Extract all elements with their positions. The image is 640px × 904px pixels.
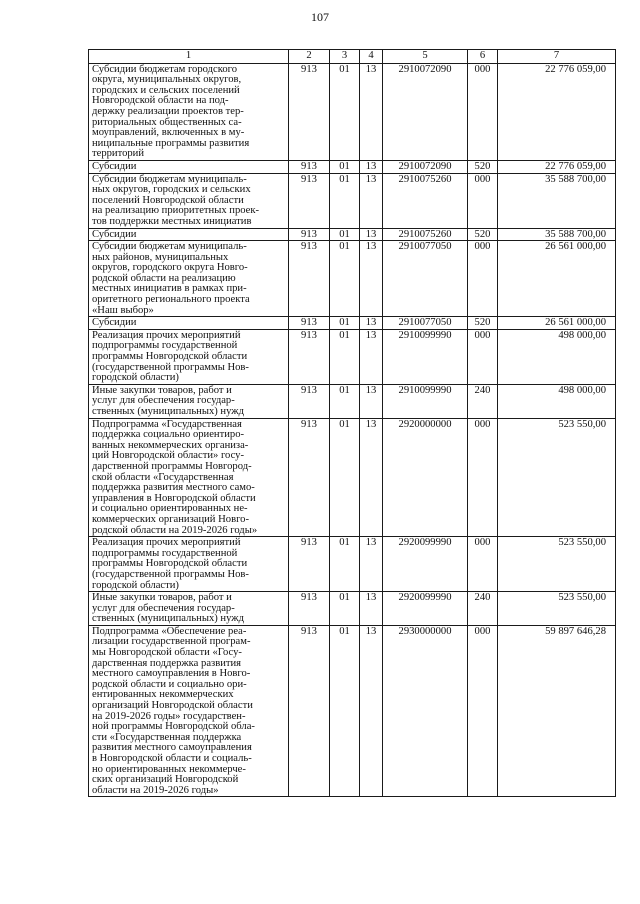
section-code-cell: 01 (330, 173, 360, 228)
section-code-cell: 01 (330, 329, 360, 384)
row-name-text: Реализация прочих мероприятий подпрограммы государственной программы Новгородской области (государственной программы Нов- городской области) (92, 537, 249, 591)
ministry-code-cell: 913 (289, 241, 330, 317)
table-row (89, 241, 616, 317)
table-row (89, 317, 616, 330)
row-name-text: Субсидии бюджетам городского округа, муниципальных округов, городских и сельских поселений Новгородской области на под- держку реализации проектов тер- риториальных общественных са- моуправлений, включенных в му- ниципальные программы развития территорий (92, 63, 250, 160)
section-code-cell: 01 (330, 384, 360, 418)
amount-cell: 35 588 700,00 (498, 228, 616, 241)
budget-table (88, 49, 616, 797)
subsection-code-cell: 13 (360, 63, 383, 160)
ministry-code-cell: 913 (289, 228, 330, 241)
subsection-code-cell: 13 (360, 384, 383, 418)
page-number: 107 (311, 10, 329, 24)
target-article-cell: 2920099990 (383, 592, 468, 626)
column-header: 7 (498, 50, 616, 64)
amount-cell: 523 550,00 (498, 418, 616, 537)
subsection-code-cell: 13 (360, 537, 383, 592)
table-row (89, 592, 616, 626)
subsection-code-cell: 13 (360, 418, 383, 537)
table-row (89, 384, 616, 418)
column-header: 5 (383, 50, 468, 64)
row-name-text: Подпрограмма «Государственная поддержка социально ориентиро- ванных некоммерческих организа- ций Новгородской области» госу- дарственной программы Новгород- ской области «Государственная поддержка развития местного само- управления в Новгородской области и социально ориентированных не- коммерческих организаций Новго- родской области на 2019-2026 годы» (92, 418, 258, 536)
ministry-code-cell: 913 (289, 592, 330, 626)
amount-cell: 59 897 646,28 (498, 625, 616, 797)
amount-cell: 22 776 059,00 (498, 160, 616, 173)
target-article-cell: 2910099990 (383, 384, 468, 418)
ministry-code-cell: 913 (289, 63, 330, 160)
subsection-code-cell: 13 (360, 625, 383, 797)
target-article-cell: 2930000000 (383, 625, 468, 797)
column-header: 3 (330, 50, 360, 64)
section-code-cell: 01 (330, 592, 360, 626)
table-row (89, 173, 616, 228)
target-article-cell: 2910075260 (383, 173, 468, 228)
amount-cell: 26 561 000,00 (498, 241, 616, 317)
expense-type-cell: 000 (468, 63, 498, 160)
row-name-cell (89, 384, 289, 418)
expense-type-cell: 240 (468, 592, 498, 626)
expense-type-cell: 520 (468, 317, 498, 330)
row-name-text: Подпрограмма «Обеспечение реа- лизации государственной програм- мы Новгородской области «Госу- дарственная поддержка развития местного самоуправления в Новго- родской области и социально ори- ентированных некоммерческих организаций Новгородской области на 2019-2026 годы» государствен- ной программы Новгородской обла- сти «Государственная поддержка развития местного самоуправления в Новгородской области и социаль- но ориентированных некоммерче- ских организаций Новгородской области на 2019-2026 годы» (92, 625, 255, 796)
expense-type-cell: 000 (468, 537, 498, 592)
row-name-text: Субсидии (92, 317, 137, 329)
expense-type-cell: 000 (468, 625, 498, 797)
amount-cell: 523 550,00 (498, 592, 616, 626)
ministry-code-cell: 913 (289, 418, 330, 537)
expense-type-cell: 000 (468, 418, 498, 537)
row-name-text: Иные закупки товаров, работ и услуг для обеспечения государ- ственных (муниципальных) нужд (92, 592, 244, 625)
section-code-cell: 01 (330, 241, 360, 317)
table-row (89, 418, 616, 537)
row-name-text: Субсидии (92, 228, 137, 240)
row-name-cell (89, 173, 289, 228)
subsection-code-cell: 13 (360, 241, 383, 317)
ministry-code-cell: 913 (289, 537, 330, 592)
target-article-cell: 2910075260 (383, 228, 468, 241)
table-row (89, 625, 616, 797)
row-name-cell (89, 63, 289, 160)
ministry-code-cell: 913 (289, 173, 330, 228)
row-name-cell (89, 592, 289, 626)
target-article-cell: 2920000000 (383, 418, 468, 537)
ministry-code-cell: 913 (289, 317, 330, 330)
ministry-code-cell: 913 (289, 160, 330, 173)
table-row (89, 228, 616, 241)
expense-type-cell: 520 (468, 228, 498, 241)
expense-type-cell: 520 (468, 160, 498, 173)
table-row (89, 329, 616, 384)
section-code-cell: 01 (330, 625, 360, 797)
target-article-cell: 2910072090 (383, 63, 468, 160)
expense-type-cell: 000 (468, 173, 498, 228)
amount-cell: 498 000,00 (498, 329, 616, 384)
subsection-code-cell: 13 (360, 173, 383, 228)
section-code-cell: 01 (330, 228, 360, 241)
section-code-cell: 01 (330, 418, 360, 537)
table-row (89, 537, 616, 592)
row-name-cell (89, 241, 289, 317)
row-name-cell (89, 228, 289, 241)
target-article-cell: 2910077050 (383, 317, 468, 330)
subsection-code-cell: 13 (360, 317, 383, 330)
target-article-cell: 2910072090 (383, 160, 468, 173)
amount-cell: 35 588 700,00 (498, 173, 616, 228)
section-code-cell: 01 (330, 63, 360, 160)
column-header: 2 (289, 50, 330, 64)
expense-type-cell: 240 (468, 384, 498, 418)
section-code-cell: 01 (330, 160, 360, 173)
expense-type-cell: 000 (468, 329, 498, 384)
table-row (89, 63, 616, 160)
row-name-cell (89, 329, 289, 384)
row-name-text: Реализация прочих мероприятий подпрограммы государственной программы Новгородской области (государственной программы Нов- городской области) (92, 329, 249, 384)
amount-cell: 523 550,00 (498, 537, 616, 592)
section-code-cell: 01 (330, 317, 360, 330)
section-code-cell: 01 (330, 537, 360, 592)
ministry-code-cell: 913 (289, 384, 330, 418)
target-article-cell: 2910099990 (383, 329, 468, 384)
header-row (89, 50, 616, 64)
subsection-code-cell: 13 (360, 228, 383, 241)
row-name-text: Субсидии (92, 160, 137, 172)
target-article-cell: 2910077050 (383, 241, 468, 317)
subsection-code-cell: 13 (360, 329, 383, 384)
ministry-code-cell: 913 (289, 329, 330, 384)
row-name-cell (89, 317, 289, 330)
row-name-cell (89, 160, 289, 173)
expense-type-cell: 000 (468, 241, 498, 317)
table-row (89, 160, 616, 173)
row-name-cell (89, 625, 289, 797)
row-name-cell (89, 537, 289, 592)
row-name-text: Субсидии бюджетам муниципаль- ных округов, городских и сельских поселений Новгородской области на реализацию приоритетных проек- тов поддержки местных инициатив (92, 173, 260, 227)
column-header: 1 (89, 50, 289, 64)
target-article-cell: 2920099990 (383, 537, 468, 592)
amount-cell: 498 000,00 (498, 384, 616, 418)
column-header: 6 (468, 50, 498, 64)
row-name-text: Субсидии бюджетам муниципаль- ных районов, муниципальных округов, городского округа Новго- родской области на реализацию местных инициатив в рамках при- оритетного регионального проекта «Наш выбор» (92, 241, 250, 316)
amount-cell: 22 776 059,00 (498, 63, 616, 160)
subsection-code-cell: 13 (360, 160, 383, 173)
ministry-code-cell: 913 (289, 625, 330, 797)
subsection-code-cell: 13 (360, 592, 383, 626)
row-name-cell (89, 418, 289, 537)
amount-cell: 26 561 000,00 (498, 317, 616, 330)
column-header: 4 (360, 50, 383, 64)
row-name-text: Иные закупки товаров, работ и услуг для обеспечения государ- ственных (муниципальных) нужд (92, 384, 244, 417)
